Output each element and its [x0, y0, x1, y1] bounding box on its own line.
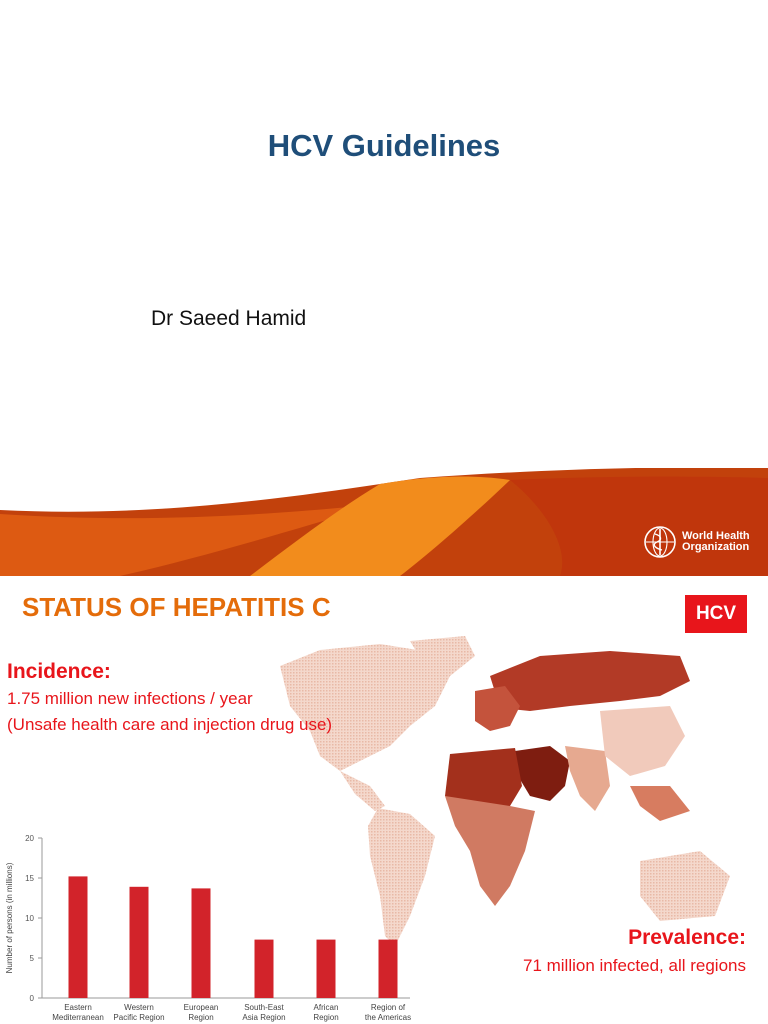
slide-title-hepatitis: STATUS OF HEPATITIS C [22, 592, 331, 622]
hcv-badge: HCV [685, 595, 747, 633]
x-tick-label: Region of [370, 1003, 406, 1012]
bar-0 [69, 876, 88, 998]
x-tick-label: European [183, 1003, 219, 1012]
who-logo-line2: Organization [682, 541, 750, 553]
map-south-east-asia [630, 786, 690, 821]
bar-4 [317, 940, 336, 998]
x-tick-label: Pacific Region [113, 1013, 165, 1022]
prevalence-heading: Prevalence: [628, 926, 746, 949]
map-central-america [340, 771, 385, 811]
y-tick-label: 5 [29, 954, 34, 963]
map-middle-east [515, 746, 570, 801]
y-tick-label: 10 [25, 914, 34, 923]
regional-bar-chart [0, 828, 420, 1024]
map-russia [490, 651, 690, 711]
hepatitis-status-slide [0, 576, 768, 1024]
y-tick-label: 20 [25, 834, 34, 843]
x-tick-label: Mediterranean [52, 1013, 104, 1022]
x-tick-label: South-East [244, 1003, 284, 1012]
who-logo [642, 524, 750, 560]
x-tick-label: Region [188, 1013, 214, 1022]
incidence-line-1: 1.75 million new infections / year [7, 689, 253, 708]
prevalence-line: 71 million infected, all regions [522, 956, 746, 975]
map-east-asia [600, 706, 685, 776]
incidence-line-2: (Unsafe health care and injection drug use) [7, 715, 333, 734]
x-tick-label: Eastern [64, 1003, 92, 1012]
who-logo-line1: World Health [682, 530, 750, 542]
map-south-asia [565, 746, 610, 811]
slide-title: HCV Guidelines [267, 128, 501, 163]
bar-1 [130, 887, 149, 998]
y-tick-label: 0 [29, 994, 34, 1003]
x-tick-label: the Americas [364, 1013, 412, 1022]
x-tick-label: Western [124, 1003, 154, 1012]
y-axis-label: Number of persons (in millions) [5, 862, 14, 974]
author-name: Dr Saeed Hamid [151, 307, 307, 330]
y-tick-label: 15 [25, 874, 34, 883]
x-tick-label: African [313, 1003, 339, 1012]
map-australia [640, 851, 730, 921]
bar-3 [255, 940, 274, 998]
x-tick-label: Asia Region [242, 1013, 286, 1022]
x-tick-label: Region [313, 1013, 339, 1022]
incidence-heading: Incidence: [7, 660, 111, 683]
bar-5 [379, 940, 398, 998]
bar-2 [192, 888, 211, 998]
who-emblem-icon [642, 524, 678, 560]
map-sub-saharan-africa [445, 796, 535, 906]
